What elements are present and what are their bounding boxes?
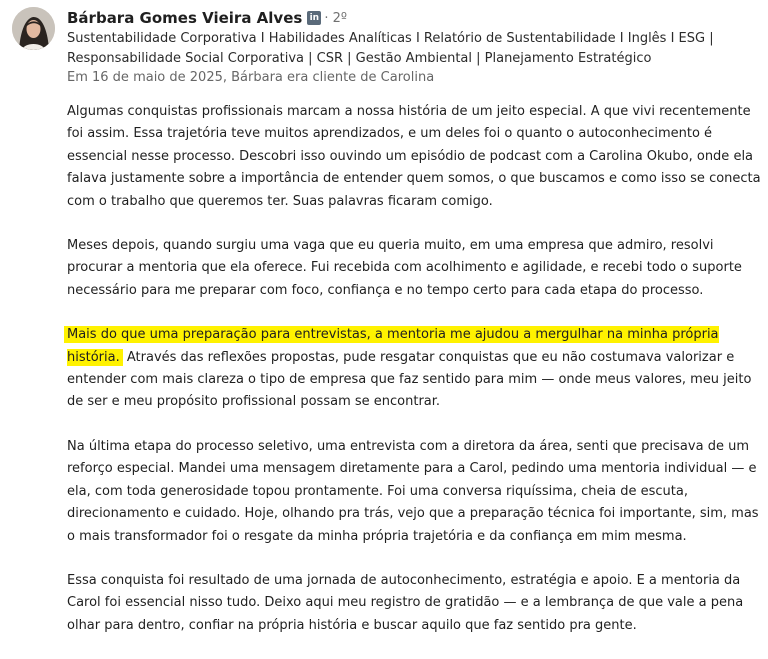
author-avatar[interactable] (12, 7, 55, 50)
paragraph-5: Essa conquista foi resultado de uma jornada de autoconhecimento, estratégia e apoio. E a mentoria da Carol foi essencial nisso tudo. Deixo aqui meu registro de gratidão — e a lembrança de que vale a pena olhar para dentro, confiar na própria história e buscar aquilo que faz sentido pra gente. (67, 572, 744, 633)
name-line (67, 8, 757, 28)
paragraph-3 (67, 324, 767, 414)
avatar-photo (12, 7, 55, 50)
post-body (67, 101, 767, 659)
connection-degree: · 2º (324, 10, 347, 26)
highlighted-sentence: Mais do que uma preparação para entrevistas, a mentoria me ajudou a mergulhar na minha própria história. (64, 326, 719, 365)
post-header (67, 8, 757, 87)
relationship-meta: Em 16 de maio de 2025, Bárbara era cliente de Carolina (67, 70, 435, 85)
author-name[interactable]: Bárbara Gomes Vieira Alves (67, 9, 303, 27)
paragraph-2: Meses depois, quando surgiu uma vaga que eu queria muito, em uma empresa que admiro, resolvi procurar a mentoria que ela oferece. Fui recebida com acolhimento e agilidade, e recebi todo o suporte necessário para me preparar com foco, confiança e no tempo certo para cada etapa do processo. (67, 238, 742, 298)
paragraph-4: Na última etapa do processo seletivo, uma entrevista com a diretora da área, senti que precisava de um reforço especial. Mandei uma mensagem diretamente para a Carol, pedindo uma mentoria individual — e ela, com toda generosidade topou prontamente. Foi uma conversa riquíssima, cheia de escuta, direcionamento e cuidado. Hoje, olhando pra trás, vejo que a preparação técnica foi importante, sim, mas o mais transformador foi o resgate da minha própria trajetória e da confiança em mim mesma. (67, 438, 759, 544)
paragraph-1: Algumas conquistas profissionais marcam a nossa história de um jeito especial. A que vivi recentemente foi assim. Essa trajetória teve muitos aprendizados, e um deles foi o quanto o autoconhecimento é essencial nesse processo. Descobri isso ouvindo um episódio de podcast com a Carolina Okubo, onde ela falava justamente sobre a importância de entender quem somos, o que buscamos e como isso se conecta com o trabalho que queremos ter. Suas palavras ficaram comigo. (67, 104, 761, 209)
paragraph-3-rest: Através das reflexões propostas, pude resgatar conquistas que eu não costumava valorizar e entender com mais clareza o tipo de empresa que faz sentido para mim — onde meus valores, meu jeito de ser e meu propósito profissional possam se encontrar. (67, 349, 752, 410)
author-headline: Sustentabilidade Corporativa I Habilidades Analíticas I Relatório de Sustentabilidade I Inglês I ESG | Responsabilidade Social Corporativa | CSR | Gestão Ambiental | Planejamento Estratégico (67, 31, 714, 66)
linkedin-icon: in (307, 11, 321, 25)
